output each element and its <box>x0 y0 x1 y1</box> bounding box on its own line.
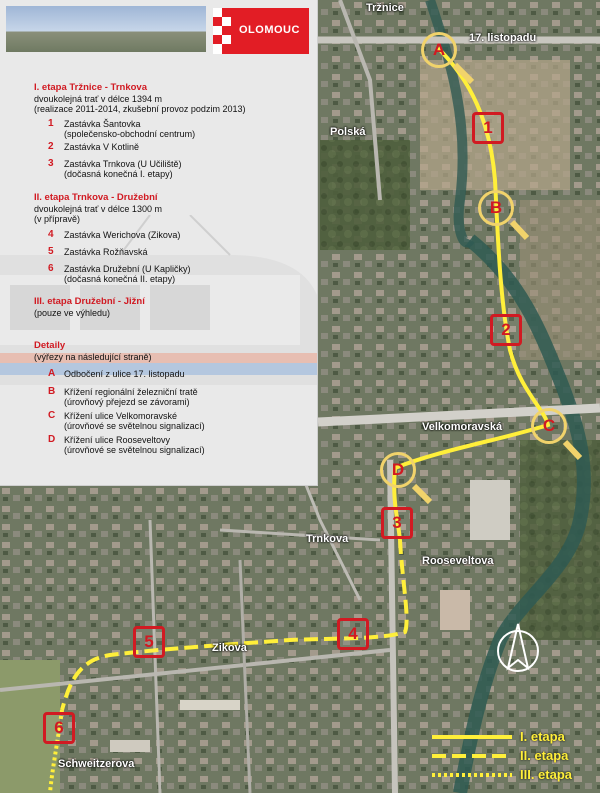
city-panorama-photo <box>6 6 206 52</box>
stage2-desc1: dvoukolejná trať v délce 1300 m <box>34 204 162 214</box>
detail-marker-a: A <box>421 32 457 68</box>
street-label-polska: Polská <box>330 126 366 138</box>
stop-note: (dočasná konečná I. etapy) <box>64 169 173 179</box>
stage2-title: II. etapa Trnkova - Družební <box>34 192 158 203</box>
stop-marker-4: 4 <box>337 618 369 650</box>
detail-label: Křížení ulice Rooseveltovy <box>64 435 171 445</box>
stage2-desc2: (v přípravě) <box>34 214 81 224</box>
street-label-trnkova: Trnkova <box>306 533 349 545</box>
stop-marker-2: 2 <box>490 314 522 346</box>
legend-stage3: III. etapa <box>520 767 573 782</box>
stop-marker-1: 1 <box>472 112 504 144</box>
detail-letter: D <box>48 434 56 445</box>
detail-letter: A <box>48 368 56 379</box>
stop-marker-6: 6 <box>43 712 75 744</box>
stop-label: Zastávka Werichova (Zikova) <box>64 230 181 240</box>
detail-label: Křížení regionální železniční tratě <box>64 387 198 397</box>
stop-number: 5 <box>48 246 54 257</box>
legend-stage1: I. etapa <box>520 729 565 744</box>
detail-marker-b: B <box>478 190 514 226</box>
detail-note: (úrovňový přejezd se závorami) <box>64 397 190 407</box>
stop-label: Zastávka Družební (U Kapličky) <box>64 264 191 274</box>
detail-label: Křížení ulice Velkomoravské <box>64 411 178 421</box>
stop-number: 4 <box>48 229 54 240</box>
stage3-title: III. etapa Družební - Jižní <box>34 296 145 307</box>
stage1-title: I. etapa Tržnice - Trnkova <box>34 82 147 93</box>
stop-number: 1 <box>48 118 54 129</box>
stop-label: Zastávka V Kotlině <box>64 142 140 152</box>
stop-marker-5: 5 <box>133 626 165 658</box>
stop-label: Zastávka Šantovka <box>64 119 141 129</box>
street-label-velkomoravska: Velkomoravská <box>422 421 503 433</box>
details-desc1: (výřezy na následující straně) <box>34 352 152 362</box>
olomouc-logo <box>213 8 309 54</box>
checker-logo-icon <box>213 8 231 54</box>
detail-marker-c: C <box>531 408 567 444</box>
detail-marker-d: D <box>380 452 416 488</box>
stop-label: Zastávka Trnkova (U Učiliště) <box>64 159 182 169</box>
stop-number: 3 <box>48 158 54 169</box>
detail-note: (úrovňové se světelnou signalizací) <box>64 421 205 431</box>
stage1-desc1: dvoukolejná trať v délce 1394 m <box>34 94 162 104</box>
logo-city-name: OLOMOUC <box>239 24 300 36</box>
info-panel <box>0 0 318 486</box>
detail-letter: C <box>48 410 56 421</box>
stop-note: (dočasná konečná II. etapy) <box>64 274 176 284</box>
stage3-desc1: (pouze ve výhledu) <box>34 308 111 318</box>
street-label-zikova: Zikova <box>212 642 247 654</box>
street-label-schweitzerova: Schweitzerova <box>58 758 135 770</box>
street-label-rooseveltova: Rooseveltova <box>422 555 494 567</box>
detail-letter: B <box>48 386 56 397</box>
stage1-desc2: (realizace 2011-2014, zkušební provoz podzim 2013) <box>34 104 246 114</box>
detail-note: (úrovňové se světelnou signalizací) <box>64 445 205 455</box>
street-label-trznice: Tržnice <box>366 2 404 14</box>
legend-stage2: II. etapa <box>520 748 569 763</box>
details-title: Detaily <box>34 340 66 351</box>
stop-number: 6 <box>48 263 54 274</box>
detail-label: Odbočení z ulice 17. listopadu <box>64 369 185 379</box>
stop-marker-3: 3 <box>381 507 413 539</box>
street-label-17-listopadu: 17. listopadu <box>469 32 537 44</box>
stop-note: (společensko-obchodní centrum) <box>64 129 196 139</box>
stop-number: 2 <box>48 141 54 152</box>
stop-label: Zastávka Rožňavská <box>64 247 148 257</box>
